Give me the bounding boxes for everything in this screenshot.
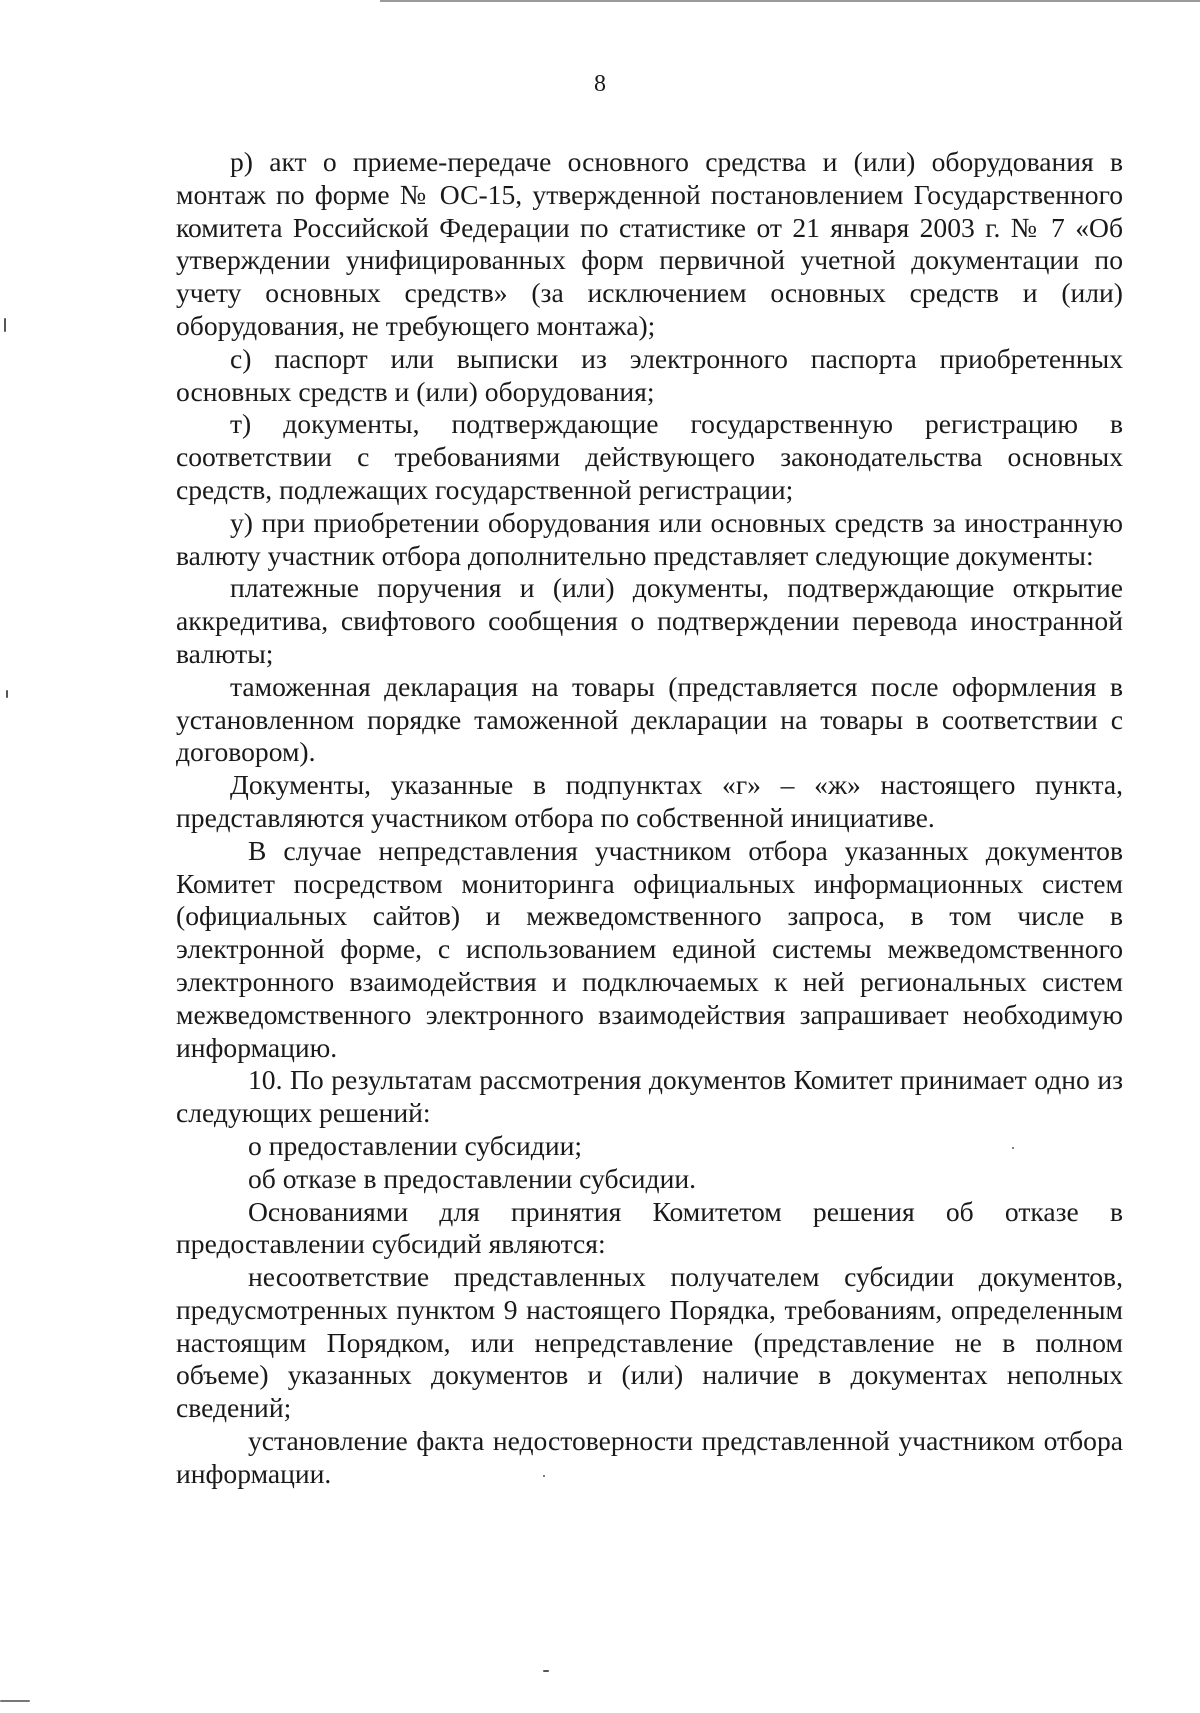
scan-speck [6,690,8,698]
paragraph-decision-refuse: об отказе в предоставлении субсидии. [248,1162,697,1194]
paragraph-payment-orders: платежные поручения и (или) документы, подтверждающие открытие аккредитива, свифтового сообщения о подтверждении перевода иностранной валюты; [176,572,1123,669]
paragraph-decision-grant: о предоставлении субсидии; [248,1129,583,1161]
document-body [176,146,1123,1491]
paragraph-customs-declaration: таможенная декларация на товары (представляется после оформления в установленном порядке таможенной декларации на товары в соответствии с договором). [176,670,1123,768]
scan-speck [1012,1147,1014,1149]
paragraph-unreliable-info: установление факта недостоверности представленной участником отбора информации. [176,1425,1123,1489]
paragraph-r: р) акт о приеме-передаче основного средства и (или) оборудования в монтаж по форме № ОС-15, утвержденной постановлением Государственного комитета Российской Федерации по статистике от 21 января 2003 г. № 7 «Об утверждении унифицированных форм первичной учетной документации по учету основных средств» (за исключением основных средств и (или) оборудования, не требующего монтажа); [176,146,1123,341]
paragraph-10-decisions: 10. По результатам рассмотрения документов Комитет принимает одно из следующих решений: [176,1064,1123,1129]
scan-speck [543,1670,549,1672]
paragraph-refusal-grounds: Основаниями для принятия Комитетом решения об отказе в предоставлении субсидий являются: [176,1195,1123,1260]
page-number: 8 [594,71,606,97]
paragraph-t: т) документы, подтверждающие государственную регистрацию в соответствии с требованиями действующего законодательства основных средств, подлежащих государственной регистрации; [176,408,1123,505]
scan-speck [543,1475,545,1477]
scan-speck [0,1700,30,1702]
scan-top-edge [380,0,1200,2]
scan-speck [4,318,6,332]
paragraph-interagency-request: В случае непредставления участником отбора указанных документов Комитет посредством мониторинга официальных информационных систем (официальных сайтов) и межведомственного запроса, в том числе в электронной форме, с использованием единой системы межведомственного электронного взаимодействия и подключаемых к ней региональных систем межведомственного электронного взаимодействия запрашивает необходимую информацию. [176,834,1123,1063]
paragraph-u: у) при приобретении оборудования или основных средств за иностранную валюту участник отбора дополнительно представляет следующие документы: [176,506,1123,571]
paragraph-s: с) паспорт или выписки из электронного паспорта приобретенных основных средств и (или) оборудования; [176,342,1123,407]
paragraph-noncompliance: несоответствие представленных получателем субсидии документов, предусмотренных пунктом 9 настоящего Порядка, требованиям, определенным настоящим Порядком, или непредставление (представление не в полном объеме) указанных документов и (или) наличие в документах неполных сведений; [176,1261,1123,1424]
paragraph-documents-initiative: Документы, указанные в подпунктах «г» – «ж» настоящего пункта, представляются участником отбора по собственной инициативе. [176,769,1123,833]
